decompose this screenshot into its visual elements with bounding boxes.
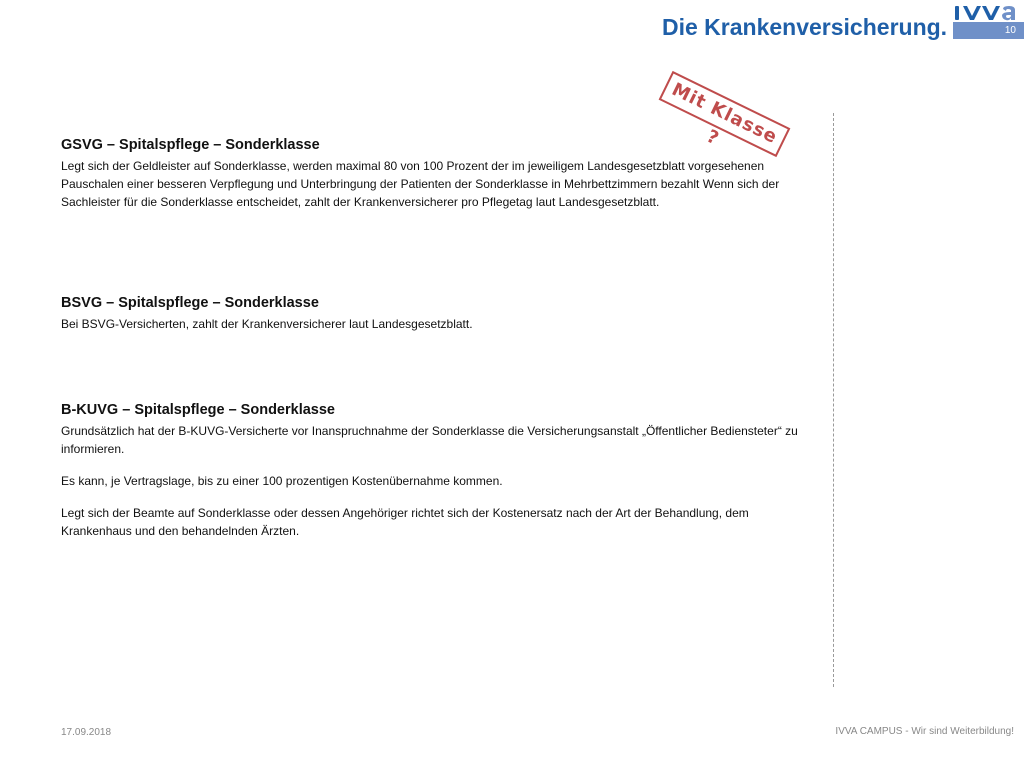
mit-klasse-stamp: Mit Klasse ?: [659, 71, 791, 157]
page-number: 10: [953, 22, 1024, 39]
section-heading: B-KUVG – Spitalspflege – Sonderklasse: [61, 402, 335, 418]
section-paragraph: Legt sich der Beamte auf Sonderklasse oder dessen Angehöriger richtet sich der Kostenersatz nach der Art der Behandlung, dem Krankenhaus und den behandelnden Ärzten.: [61, 506, 749, 538]
section-gsvg: [61, 137, 821, 211]
section-b-kuvg: [61, 402, 821, 540]
footer-date: 17.09.2018: [61, 727, 112, 738]
footer-tagline: IVVA CAMPUS - Wir sind Weiterbildung!: [835, 726, 1014, 737]
page-title: Die Krankenversicherung.: [662, 14, 948, 40]
section-bsvg: [61, 295, 821, 333]
section-heading: GSVG – Spitalspflege – Sonderklasse: [61, 137, 320, 153]
section-paragraph: Es kann, je Vertragslage, bis zu einer 100 prozentigen Kostenübernahme kommen.: [61, 474, 503, 488]
vertical-divider: [833, 113, 834, 687]
section-paragraph: Bei BSVG-Versicherten, zahlt der Krankenversicherer laut Landesgesetzblatt.: [61, 317, 473, 331]
section-paragraph: Grundsätzlich hat der B-KUVG-Versicherte vor Inanspruchnahme der Sonderklasse die Versicherungsanstalt „Öffentlicher Bediensteter“ zu informieren.: [61, 424, 798, 456]
section-paragraph: Legt sich der Geldleister auf Sonderklasse, werden maximal 80 von 100 Prozent der im jeweiligem Landesgesetzblatt vorgesehenen Pauschalen einer besseren Verpflegung und Unterbringung der Patienten der Sonderklasse in Mehrbettzimmern bezahlt Wenn sich der Sachleister für die Sonderklasse entscheidet, zahlt der Krankenversicherer pro Pflegetag laut Landesgesetzblatt.: [61, 159, 780, 209]
section-heading: BSVG – Spitalspflege – Sonderklasse: [61, 295, 319, 311]
